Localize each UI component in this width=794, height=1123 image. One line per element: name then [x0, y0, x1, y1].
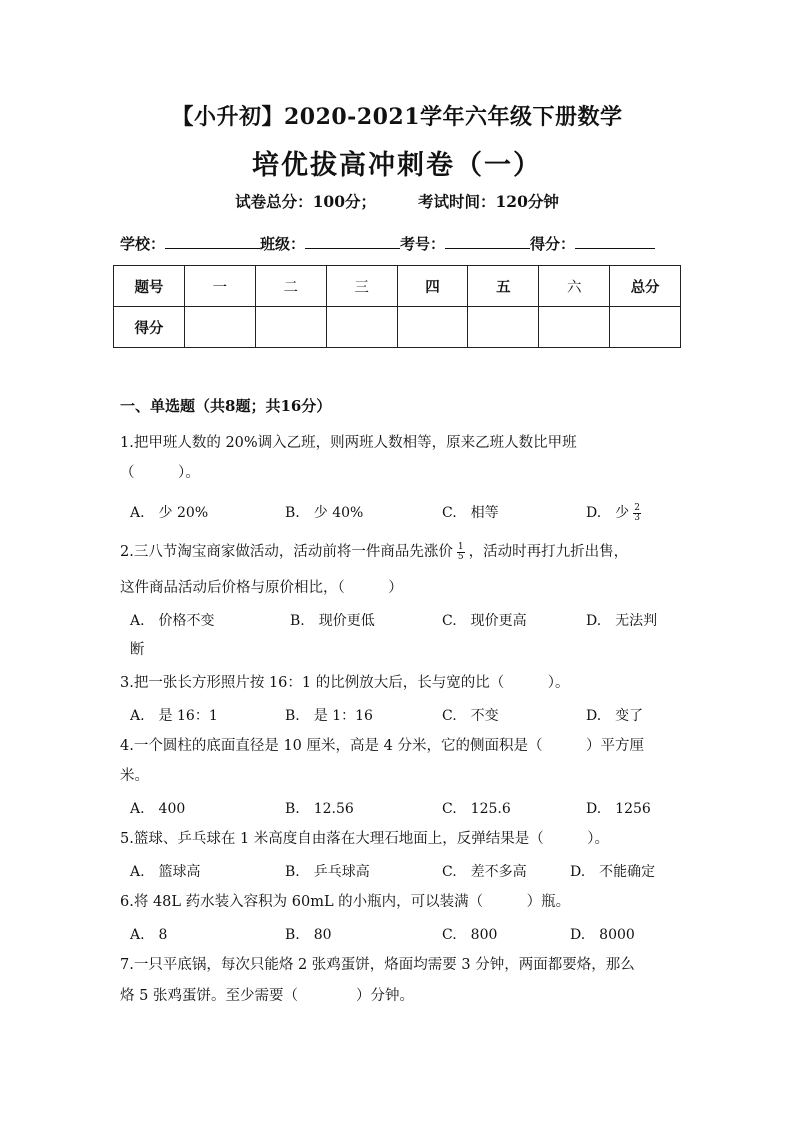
option-c[interactable]: C. 800 [442, 927, 498, 943]
score-blank[interactable] [575, 234, 655, 249]
question-4-options [130, 798, 690, 818]
question-1-text-cont: （ ）。 [120, 465, 200, 481]
exam-time: 考试时间：120分钟 [418, 192, 559, 211]
option-b[interactable]: B. 是 1：16 [285, 708, 373, 724]
option-d-label: D. 少 [586, 505, 630, 521]
fraction-numerator: 2 [634, 502, 640, 513]
option-c[interactable]: C. 不变 [442, 708, 499, 724]
question-7-text: 7.一只平底锅，每次只能烙 2 张鸡蛋饼，烙面均需要 3 分钟，两面都要烙，那么 [120, 957, 635, 973]
option-d[interactable]: D. 无法判 [586, 613, 658, 629]
question-3-text: 3.把一张长方形照片按 16：1 的比例放大后，长与宽的比（ ）。 [120, 675, 570, 691]
option-c[interactable]: C. 差不多高 [442, 864, 527, 880]
option-a[interactable]: A. 是 16：1 [130, 708, 218, 724]
question-2-text [120, 542, 680, 562]
option-a[interactable]: A. 400 [130, 801, 186, 817]
exam-title-line1: 【小升初】2020-2021学年六年级下册数学 [171, 104, 623, 130]
option-d[interactable]: D. 变了 [586, 708, 644, 724]
question-2-option-d-wrap: 断 [130, 642, 145, 658]
question-1-text: 1.把甲班人数的 20%调入乙班，则两班人数相等，原来乙班人数比甲班 [120, 435, 577, 451]
score-table [113, 265, 681, 348]
score-table-header-cell: 总分 [610, 266, 681, 307]
option-a[interactable]: A. 篮球高 [130, 864, 201, 880]
student-info-line [120, 233, 680, 254]
score-cell[interactable] [326, 307, 397, 348]
score-table-header-cell: 五 [468, 266, 539, 307]
score-table-header-cell: 四 [397, 266, 468, 307]
question-2-text-cont: 这件商品活动后价格与原价相比，（ ） [120, 580, 403, 596]
question-7-text-cont: 烙 5 张鸡蛋饼。至少需要（ ）分钟。 [120, 988, 414, 1004]
option-a[interactable]: A. 8 [130, 927, 168, 943]
fraction-numerator: 1 [457, 541, 464, 552]
option-b[interactable]: B. 少 40% [285, 505, 364, 521]
score-table-header-cell: 一 [184, 266, 255, 307]
question-5-options [130, 861, 690, 881]
question-6-options [130, 924, 690, 944]
option-d[interactable] [586, 502, 645, 523]
exam-title-line2: 培优拔高冲刺卷（一） [252, 150, 542, 181]
section-title: 一、单选题（共8题；共16分） [120, 397, 332, 415]
exam-no-label: 考号： [400, 235, 446, 253]
option-a[interactable]: A. 少 20% [130, 505, 209, 521]
option-c[interactable]: C. 125.6 [442, 801, 511, 817]
option-a[interactable]: A. 价格不变 [130, 613, 215, 629]
question-4-text-cont: 米。 [120, 768, 149, 784]
option-c[interactable]: C. 相等 [442, 505, 499, 521]
question-5-text: 5.篮球、乒乓球在 1 米高度自由落在大理石地面上，反弹结果是（ ）。 [120, 831, 610, 847]
fraction-denominator: 5 [457, 551, 464, 562]
class-blank[interactable] [305, 234, 400, 249]
score-cell[interactable] [255, 307, 326, 348]
question-1-options [130, 502, 690, 522]
fraction-denominator: 3 [634, 512, 640, 523]
score-cell[interactable] [397, 307, 468, 348]
score-table-header-row [114, 266, 681, 307]
question-2-text-b: ，活动时再打九折出售， [468, 544, 629, 560]
option-d[interactable]: D. 8000 [570, 927, 635, 943]
school-label: 学校： [120, 235, 166, 253]
option-d[interactable]: D. 不能确定 [570, 864, 656, 880]
class-label: 班级： [260, 235, 306, 253]
question-2-text-a: 2.三八节淘宝商家做活动，活动前将一件商品先涨价 [120, 544, 453, 560]
option-b[interactable]: B. 现价更低 [290, 613, 375, 629]
score-cell[interactable] [610, 307, 681, 348]
score-label: 得分： [530, 235, 576, 253]
fraction [457, 543, 465, 562]
score-table-header-cell: 三 [326, 266, 397, 307]
score-table-header-cell: 二 [255, 266, 326, 307]
score-cell[interactable] [184, 307, 255, 348]
option-b[interactable]: B. 12.56 [285, 801, 354, 817]
score-row-label: 得分 [114, 307, 185, 348]
score-cell[interactable] [539, 307, 610, 348]
score-table-score-row [114, 307, 681, 348]
option-d[interactable]: D. 1256 [586, 801, 651, 817]
school-blank[interactable] [165, 234, 260, 249]
question-2-options [130, 610, 690, 630]
total-score: 试卷总分：100分； [235, 192, 376, 211]
score-table-header-cell: 题号 [114, 266, 185, 307]
exam-no-blank[interactable] [445, 234, 530, 249]
option-b[interactable]: B. 80 [285, 927, 332, 943]
question-4-text: 4.一个圆柱的底面直径是 10 厘米，高是 4 分米，它的侧面积是（ ）平方厘 [120, 738, 644, 754]
score-table-header-cell: 六 [539, 266, 610, 307]
option-c[interactable]: C. 现价更高 [442, 613, 527, 629]
score-cell[interactable] [468, 307, 539, 348]
option-b[interactable]: B. 乒乓球高 [285, 864, 370, 880]
fraction [633, 504, 641, 523]
question-3-options [130, 705, 690, 725]
question-6-text: 6.将 48L 药水装入容积为 60mL 的小瓶内，可以装满（ ）瓶。 [120, 894, 571, 910]
exam-meta [0, 190, 794, 212]
